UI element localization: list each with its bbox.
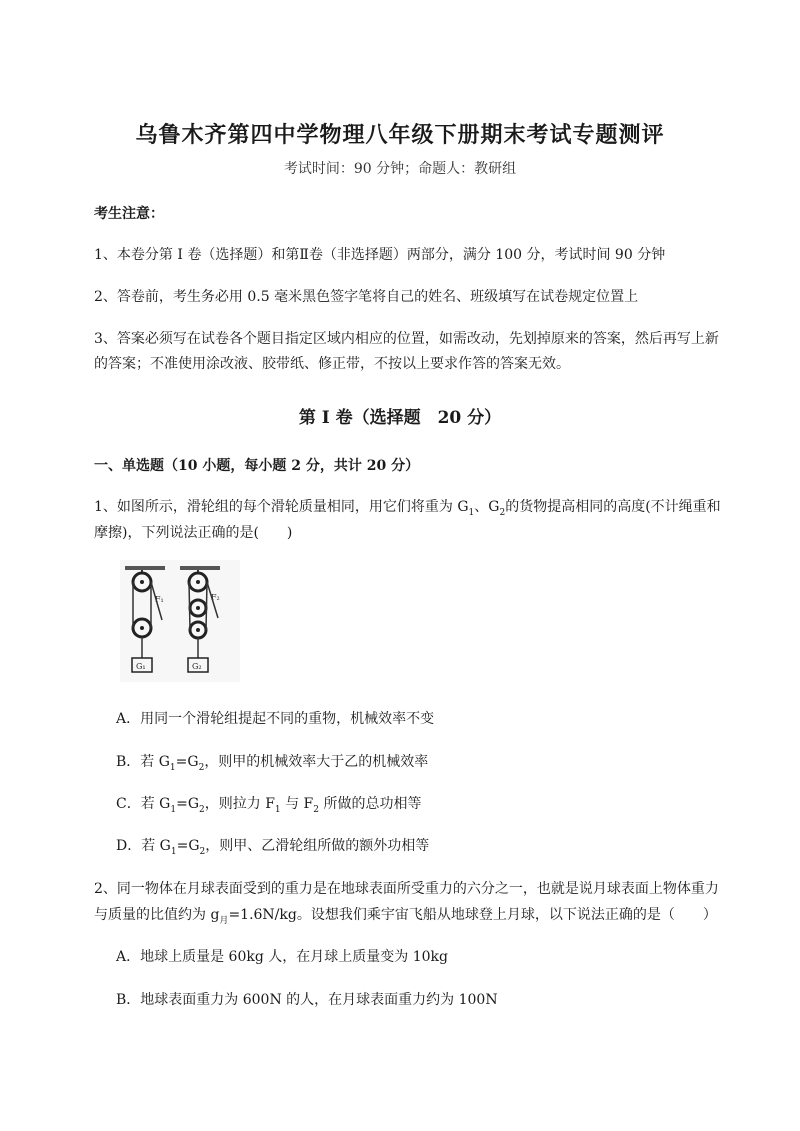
pulley-diagram xyxy=(120,560,240,682)
section-title: 第 I 卷（选择题 20 分） xyxy=(298,408,502,428)
force-label-f1: F₁ xyxy=(155,595,164,604)
page-subtitle: 考试时间：90 分钟；命题人：教研组 xyxy=(283,161,517,177)
notice-heading: 考生注意： xyxy=(94,206,164,222)
page-title: 乌鲁木齐第四中学物理八年级下册期末考试专题测评 xyxy=(135,122,665,148)
question-1-option-a: A．用同一个滑轮组提起不同的重物，机械效率不变 xyxy=(116,711,435,727)
notice-item: 的答案；不准使用涂改液、胶带纸、修正带，不按以上要求作答的答案无效。 xyxy=(94,356,570,372)
weight-label-g1: G₁ xyxy=(136,662,146,671)
notice-item: 2、答卷前，考生务必用 0.5 毫米黑色签字笔将自己的姓名、班级填写在试卷规定位置上 xyxy=(94,289,639,305)
weight-label-g2: G₂ xyxy=(192,662,202,671)
notice-item: 3、答案必须写在试卷各个题目指定区域内相应的位置，如需改动，先划掉原来的答案，然后再写上新 xyxy=(94,331,719,347)
question-1-option-b: B．若 $G_1=G_2$，则甲的机械效率大于乙的机械效率 xyxy=(116,754,429,773)
force-label-f2: F₂ xyxy=(211,593,220,602)
question-2-option-a: A．地球上质量是 60kg 人，在月球上质量变为 10kg xyxy=(116,949,448,965)
question-1-stem-cont: 摩擦)，下列说法正确的是( ) xyxy=(94,525,293,541)
question-1-option-c: C．若 $G_1=G_2$，则拉力 $F_1$ 与 $F_2$ 所做的总功相等 xyxy=(116,796,422,815)
question-1-option-d: D．若 $G_1=G_2$，则甲、乙滑轮组所做的额外功相等 xyxy=(116,838,430,857)
question-2-stem: 2、同一物体在月球表面受到的重力是在地球表面所受重力的六分之一，也就是说月球表面上物体重力 xyxy=(94,881,719,897)
notice-item: 1、本卷分第 I 卷（选择题）和第Ⅱ卷（非选择题）两部分，满分 100 分，考试时间 90 分钟 xyxy=(94,247,666,263)
question-2-stem-cont: 与质量的比值约为 $g_月=1.6N/kg$。设想我们乘宇宙飞船从地球登上月球，以下说法正确的是（ ） xyxy=(94,907,717,926)
section-subhead: 一、单选题（10 小题，每小题 2 分，共计 20 分） xyxy=(94,458,420,474)
question-1-stem: 1、如图所示，滑轮组的每个滑轮质量相同，用它们将重为 $G_1$、$G_2$的货物提高相同的高度(不计绳重和 xyxy=(94,499,721,518)
question-2-option-b: B．地球表面重力为 600N 的人，在月球表面重力约为 100N xyxy=(116,992,498,1008)
